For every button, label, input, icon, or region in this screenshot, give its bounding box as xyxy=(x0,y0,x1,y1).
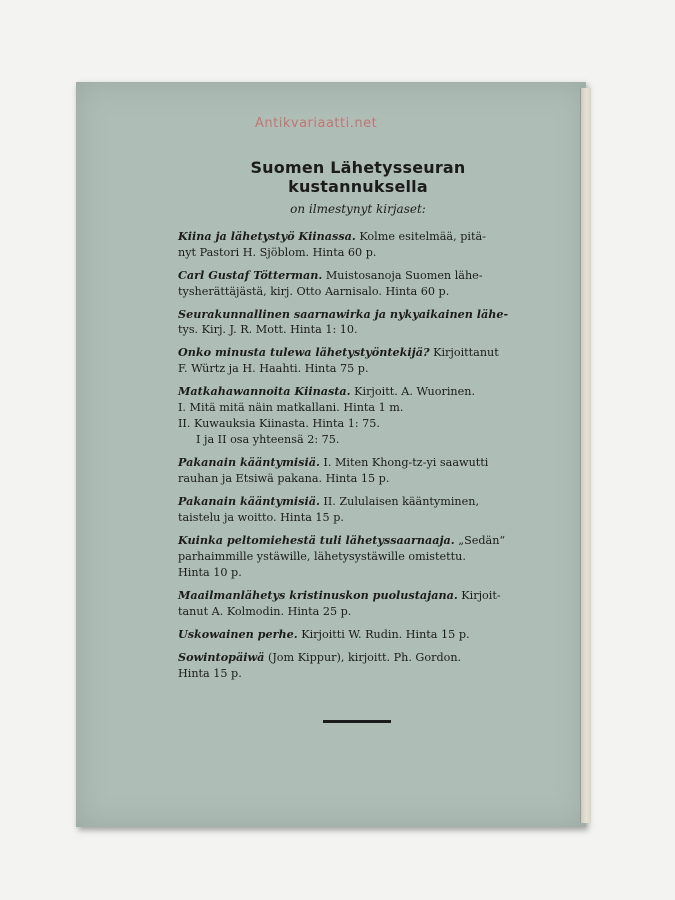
entry-text: taistelu ja woitto. Hinta 15 p. xyxy=(178,511,344,524)
entry-text: Kirjoitt. A. Wuorinen. xyxy=(354,385,476,398)
entry-text: rauhan ja Etsiwä pakana. Hinta 15 p. xyxy=(178,472,390,485)
entry-text: Kirjoittanut xyxy=(433,346,499,359)
list-item xyxy=(178,587,538,620)
entry-title: Onko minusta tulewa lähetystyöntekijä? xyxy=(178,345,430,359)
list-item xyxy=(178,383,538,448)
entry-text: Muistosanoja Suomen lähe- xyxy=(325,269,483,282)
list-item xyxy=(178,454,538,487)
entry-title: Matkahawannoita Kiinasta. xyxy=(178,384,351,398)
entry-title: Uskowainen perhe. xyxy=(178,627,298,641)
entry-text: Kolme esitelmää, pitä- xyxy=(359,230,486,243)
entry-title: Maailmanlähetys kristinuskon puolustajana. xyxy=(178,588,458,602)
list-item xyxy=(178,649,538,682)
entry-text: „Sedän“ xyxy=(458,534,506,547)
closing-rule xyxy=(323,720,391,723)
entry-text: II. Kuwauksia Kiinasta. Hinta 1: 75. xyxy=(178,417,380,430)
watermark-text: Antikvariaatti.net xyxy=(255,116,378,131)
entry-text: nyt Pastori H. Sjöblom. Hinta 60 p. xyxy=(178,246,377,259)
list-item xyxy=(178,228,538,261)
entry-title: Sowintopäiwä xyxy=(178,650,265,664)
entry-text: tanut A. Kolmodin. Hinta 25 p. xyxy=(178,605,352,618)
list-item xyxy=(178,532,538,581)
entry-text: I. Miten Khong-tz-yi saawutti xyxy=(323,456,489,469)
entry-text: tysherättäjästä, kirj. Otto Aarnisalo. Hinta 60 p. xyxy=(178,285,450,298)
entry-title: Carl Gustaf Tötterman. xyxy=(178,268,323,282)
list-item xyxy=(178,267,538,300)
list-item xyxy=(178,344,538,377)
entry-title: Pakanain kääntymisiä. xyxy=(178,494,320,508)
entry-text: I ja II osa yhteensä 2: 75. xyxy=(196,433,340,446)
entry-title: Pakanain kääntymisiä. xyxy=(178,455,320,469)
page-heading: Suomen Lähetysseuran kustannuksella xyxy=(250,158,466,196)
entry-text: Hinta 15 p. xyxy=(178,667,242,680)
booklet-spine xyxy=(580,88,591,823)
entry-text: Kirjoitti W. Rudin. Hinta 15 p. xyxy=(301,628,470,641)
publication-list xyxy=(178,150,538,688)
entry-text: parhaimmille ystäwille, lähetysystäwille omistettu. xyxy=(178,550,466,563)
entry-title: Kuinka peltomiehestä tuli lähetyssaarnaaja. xyxy=(178,533,455,547)
entry-text: Kirjoit- xyxy=(461,589,501,602)
entry-text: F. Würtz ja H. Haahti. Hinta 75 p. xyxy=(178,362,369,375)
entry-text: (Jom Kippur), kirjoitt. Ph. Gordon. xyxy=(267,651,462,664)
entry-text: tys. Kirj. J. R. Mott. Hinta 1: 10. xyxy=(178,323,358,336)
entry-title: Seurakunnallinen saarnawirka ja nykyaikainen lähe- xyxy=(178,307,509,321)
page-subheading: on ilmestynyt kirjaset: xyxy=(290,202,426,216)
list-item xyxy=(178,306,538,338)
list-item xyxy=(178,493,538,526)
entry-text: I. Mitä mitä näin matkallani. Hinta 1 m. xyxy=(178,401,404,414)
list-item xyxy=(178,626,538,643)
entry-text: II. Zululaisen kääntyminen, xyxy=(323,495,479,508)
entry-text: Hinta 10 p. xyxy=(178,566,242,579)
entry-title: Kiina ja lähetystyö Kiinassa. xyxy=(178,229,356,243)
